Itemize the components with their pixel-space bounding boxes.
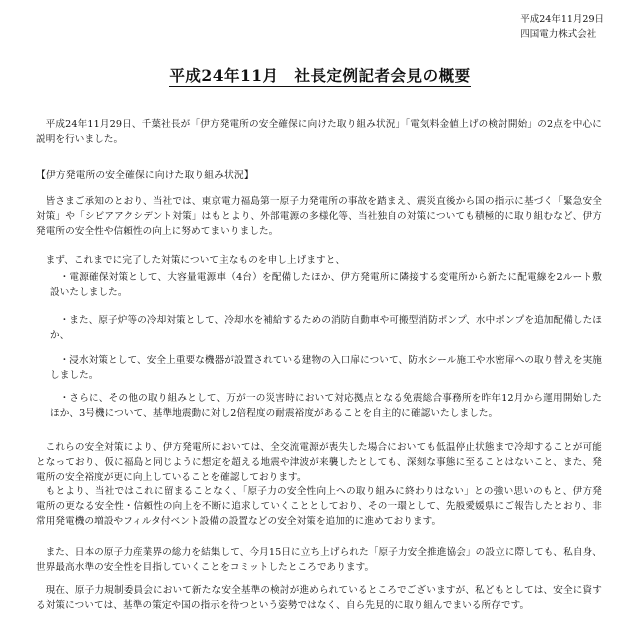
bullet-item-2: ・また、原子炉等の冷却対策として、冷却水を補給するための消防自動車や可搬型消防ポンプ、水中ポンプを追加配備したほか、: [50, 315, 602, 342]
section-heading: 【伊方発電所の安全確保に向けた取り組み状況】: [36, 170, 254, 181]
section-paragraph-4: もとより、当社ではこれに留まることなく、「原子力の安全性向上への取り組みに終わりはない」との強い思いのもと、伊方発電所の更なる安全性・信頼性の向上を不断に追求していくこととしており、その一環として、先般愛媛県にご報告したとおり、非常用発電機の増設やフィルタ付ベント設備の設置などの安全対策を追加的に進めております。: [36, 486, 602, 528]
section-paragraph-5: また、日本の原子力産業界の総力を結集して、今月15日に立ち上げられた「原子力安全推進協会」の設立に際しても、私自身、世界最高水準の安全性を目指していくことをコミットしたところであります。: [36, 547, 602, 574]
bullet-item-4: ・さらに、その他の取り組みとして、万が一の災害時において対応拠点となる免震総合事務所を昨年12月から運用開始したほか、3号機について、基準地震動に対し2倍程度の耐震裕度があることを自主的に確認いたしました。: [50, 393, 602, 420]
document-title-text: 平成24年11月 社長定例記者会見の概要: [169, 66, 471, 85]
bullet-item-1: ・電源確保対策として、大容量電源車（4台）を配備したほか、伊方発電所に隣接する変電所から新たに配電線を2ルート敷設いたしました。: [50, 272, 602, 299]
bullet-item-3: ・浸水対策として、安全上重要な機器が設置されている建物の入口扉について、防水シール施工や水密扉への取り替えを実施しました。: [50, 355, 602, 382]
section-paragraph-6: 現在、原子力規制委員会において新たな安全基準の検討が進められているところでございますが、私どもとしては、安全に資する対策については、基準の策定や国の指示を待つという姿勢ではなく、自ら先見的に取り組んでまいる所存です。: [36, 585, 602, 612]
intro-paragraph: 平成24年11月29日、千葉社長が「伊方発電所の安全確保に向けた取り組み状況」「電気料金値上げの検討開始」の2点を中心に説明を行いました。: [36, 119, 602, 146]
section-paragraph-3: これらの安全対策により、伊方発電所においては、全交流電源が喪失した場合においても低温停止状態まで冷却することが可能となっており、仮に福島と同じように想定を超える地震や津波が来襲したとしても、深刻な事態に至ることはないこと、また、発電所の安全裕度が更に向上していることを確認しております。: [36, 442, 602, 484]
section-paragraph-2: まず、これまでに完了した対策について主なものを申し上げますと、: [45, 255, 346, 266]
company-name: 四国電力株式会社: [520, 29, 597, 40]
document-header: [520, 12, 604, 42]
section-paragraph-1: 皆さまご承知のとおり、当社では、東京電力福島第一原子力発電所の事故を踏まえ、震災直後から国の指示に基づく「緊急安全対策」や「シビアアクシデント対策」はもとより、外部電源の多様化等、当社独自の対策についても積極的に取り組むなど、伊方発電所の安全性や信頼性の向上に努めてまいりました。: [36, 196, 602, 238]
document-title: [0, 64, 640, 86]
release-date: 平成24年11月29日: [520, 14, 604, 25]
